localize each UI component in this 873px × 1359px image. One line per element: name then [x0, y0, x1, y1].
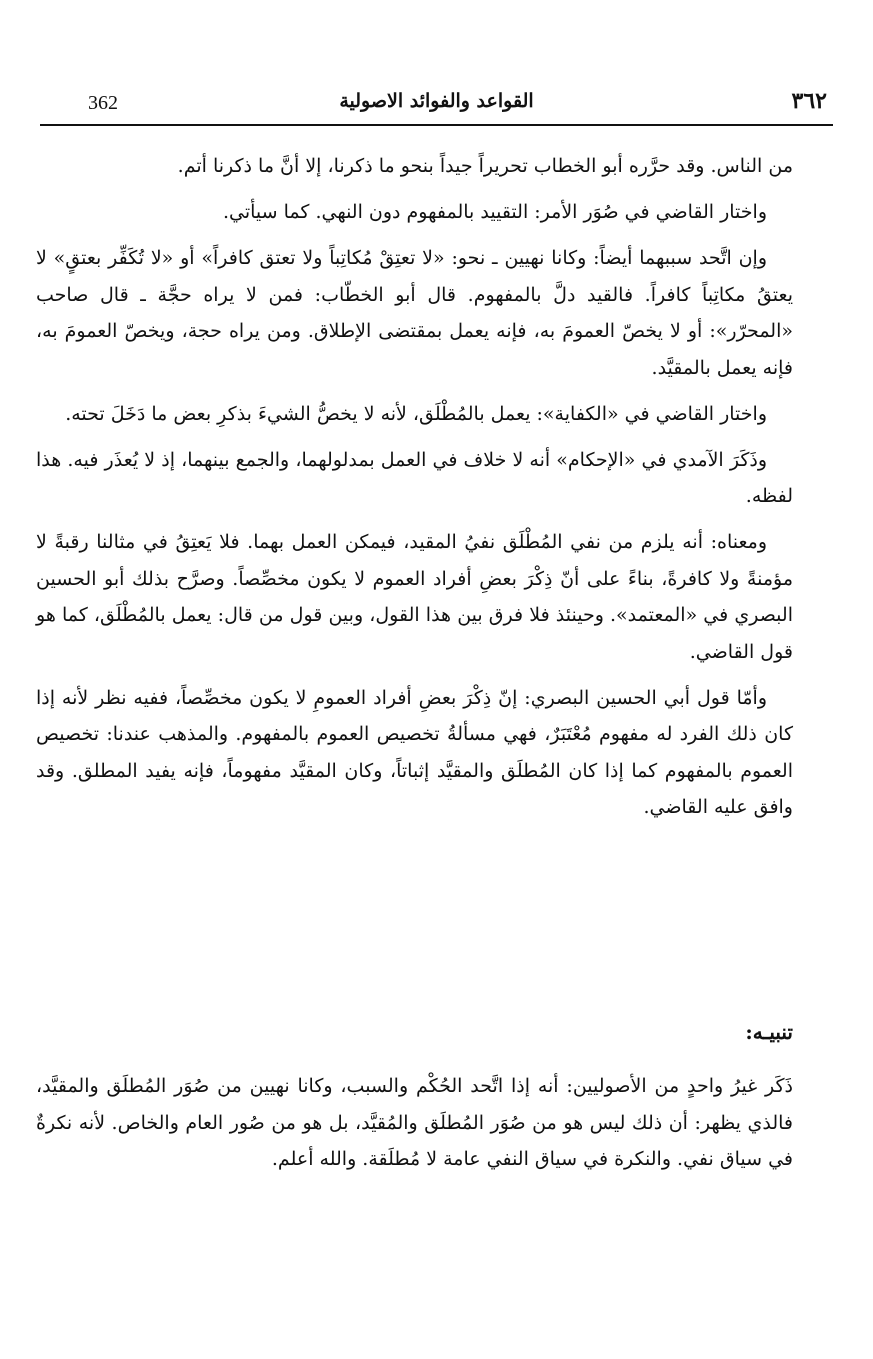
page-number-arabic: ٣٦٢ — [791, 88, 827, 114]
page-header — [40, 84, 833, 126]
paragraph: ومعناه: أنه يلزم من نفي المُطْلَق نفيُ المقيد، فيمكن العمل بهما. فلا يَعتِقُ في مثالنا رقبةً لا مؤمنةً ولا كافرةً، بناءً على أنّ ذِكْرَ بعضِ أفراد العموم لا يكون مخصِّصاً. وصرَّح بذلك أبو الحسين البصري في «المعتمد». وحينئذ فلا فرق بين هذا القول، وبين قول من قال: يعمل بالمُطْلَق، كما هو قول القاضي. — [36, 531, 793, 663]
paragraph: واختار القاضي في «الكفاية»: يعمل بالمُطْلَق، لأنه لا يخصُّ الشيءَ بذكرِ بعض ما دَخَلَ تحته. — [65, 402, 767, 425]
paragraph: وإن اتَّحد سببهما أيضاً: وكانا نهيين ـ نحو: «لا تعتِقْ مُكاتِباً ولا تعتق كافراً» أو «لا تُكَفِّر بعتقٍ» لا يعتقُ مكاتِباً كافراً. فالقيد دلَّ بالمفهوم. قال أبو الخطّاب: فمن لا يراه حجَّة ـ قال صاحب «المحرّر»: أو لا يخصّ العمومَ به، فإنه يعمل بمقتضى الإطلاق. ومن يراه حجة، ويخصّ العمومَ به، فإنه يعمل بالمقيَّد. — [36, 247, 793, 379]
notice-heading: تنبيـه: — [745, 1020, 793, 1044]
running-title: القواعد والفوائد الاصولية — [339, 90, 534, 112]
body-text — [36, 148, 793, 835]
page-number-latin: 362 — [88, 92, 118, 114]
notice-text: ذَكَر غيرُ واحدٍ من الأصوليين: أنه إذا اتَّحد الحُكْم والسبب، وكانا نهيين من صُوَر المُطلَق والمقيَّد، فالذي يظهر: أن ذلك ليس هو من صُوَر المُطلَق والمُقيَّد، بل هو من صُور العام والخاص. لأنه نكرةٌ في سياق نفي. والنكرة في سياق النفي عامة لا مُطلَقة. والله أعلم. — [36, 1075, 793, 1170]
paragraph: وأمّا قول أبي الحسين البصري: إنّ ذِكْرَ بعضِ أفراد العمومِ لا يكون مخصِّصاً، ففيه نظر لأنه إذا كان ذلك الفرد له مفهوم مُعْتَبَرٌ، فهي مسألةُ تخصيص العموم بالمفهوم. والمذهب عندنا: تخصيص العموم بالمفهوم كما إذا كان المُطلَق والمقيَّد إثباتاً، وكان المقيَّد مفهوماً، فإنه يفيد المطلق. وقد وافق عليه القاضي. — [36, 686, 793, 818]
paragraph: وذَكَرَ الآمدي في «الإحكام» أنه لا خلاف في العمل بمدلولهما، والجمع بينهما، إذ لا يُعذَر فيه. هذا لفظه. — [36, 448, 793, 507]
paragraph: من الناس. وقد حرَّره أبو الخطاب تحريراً جيداً بنحو ما ذكرنا، إلا أنَّ ما ذكرنا أتم. — [177, 155, 793, 177]
paragraph: واختار القاضي في صُوَر الأمر: التقييد بالمفهوم دون النهي. كما سيأتي. — [222, 201, 767, 223]
